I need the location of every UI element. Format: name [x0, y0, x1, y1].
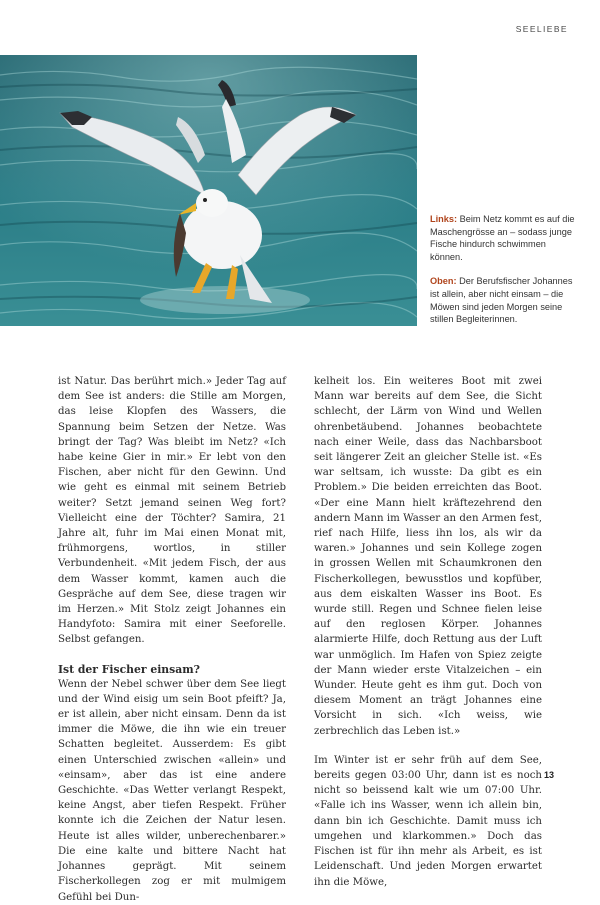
- article-column-right: [314, 374, 542, 890]
- paragraph: Im Winter ist er sehr früh auf dem See, bereits gegen 03:00 Uhr, dann ist es noch nicht so beissend kalt wie um 07:00 Uhr. «Falle ich ins Wasser, wenn ich allein bin, dann bin ich Geschichte. Damit muss ich umgehen und klarkommen.» Doch das Fischen ist für ihn mehr als Arbeit, es ist Leidenschaft. Und jeden Morgen erwartet ihn die Möwe,: [314, 754, 542, 888]
- page-number: 13: [543, 770, 554, 780]
- paragraph: kelheit los. Ein weiteres Boot mit zwei Mann war bereits auf dem See, die Sicht schlecht, der Lärm von Wind und Wellen ohrenbetäubend. Johannes beobachtete nach einer Weile, dass das Nachbarsboot seit längerer Zeit an gleicher Stelle ist. «Es war seltsam, ich wusste: Da gibt es ein Problem.» Die beiden erreichten das Boot. «Der eine Mann hielt kräftezehrend den andern Mann im Wasser an den Armen fest, rief nach Hilfe, liess ihn los, als wir da waren.» Johannes und sein Kollege zogen in grossen Wellen mit Schaumkronen den Fischerkollegen, bewusstlos und kopfüber, aus dem eiskalten Wasser ins Boot. Es wurde still. Regen und Schnee fielen leise auf den reglosen Körper. Johannes alarmierte Hilfe, doch Rettung aus der Luft war unmöglich. Im Hafen von Spiez zeigte der Mann wieder erste Vitalzeichen – ein Wunder. Heute geht es ihm gut. Doch von diesem Moment an trägt Johannes eine Vorsicht in sich. «Ich weiss, wie zerbrechlich das Leben ist.»: [314, 376, 542, 737]
- photo-captions: [430, 213, 580, 338]
- caption-top: Oben: Der Berufsfischer Johannes ist allein, aber nicht einsam – die Möwen sind jeden Morgen seine stillen Begleiterinnen.: [430, 276, 573, 325]
- seagull-photo: [0, 55, 417, 326]
- article-column-left: [58, 374, 286, 905]
- section-label: SEELIEBE: [515, 24, 568, 34]
- caption-left: Links: Beim Netz kommt es auf die Maschengrösse an – sodass junge Fische hindurch schwimmen können.: [430, 214, 575, 262]
- paragraph: Wenn der Nebel schwer über dem See liegt und der Wind eisig um sein Boot pfeift? Ja, er ist allein, aber nicht einsam. Denn da ist immer die Möwe, die ihn wie ein treuer Schatten begleitet. Ausserdem: Es gibt einen Unterschied zwischen «allein» und «einsam», aber das ist eine andere Geschichte. «Das Wetter verlangt Respekt, keine Angst, aber tiefen Respekt. Früher konnte ich die Zeichen der Natur lesen. Heute ist alles wilder, unberechenbarer.» Die eine kalte und bittere Nacht hat Johannes geprägt. Mit seinem Fischerkollegen zog er mit mulmigem Gefühl bei Dun-: [58, 678, 286, 903]
- paragraph: ist Natur. Das berührt mich.» Jeder Tag auf dem See ist anders: die Stille am Morgen, das leise Klopfen des Wassers, die Spannung beim Setzen der Netze. Was bringt der Tag? Was bleibt im Netz? «Ich habe keine Gier in mir.» Er lebt von den Fischen, aber nicht für den Gewinn. Und wie geht es einmal mit seinem Betrieb weiter? Setzt jemand seinen Weg fort? Vielleicht eine der Töchter? Samira, 21 Jahre alt, fuhr im Mai einen Monat mit, frühmorgens, wortlos, in stiller Verbundenheit. «Mit jedem Fisch, der aus dem Wasser kommt, kamen auch die Gespräche auf dem See, diese tragen wir im Herzen.» Mit Stolz zeigt Johannes ein Handyfoto: Samira mit einer Seeforelle. Selbst gefangen.: [58, 376, 286, 646]
- subheading: Ist der Fischer einsam?: [58, 662, 200, 676]
